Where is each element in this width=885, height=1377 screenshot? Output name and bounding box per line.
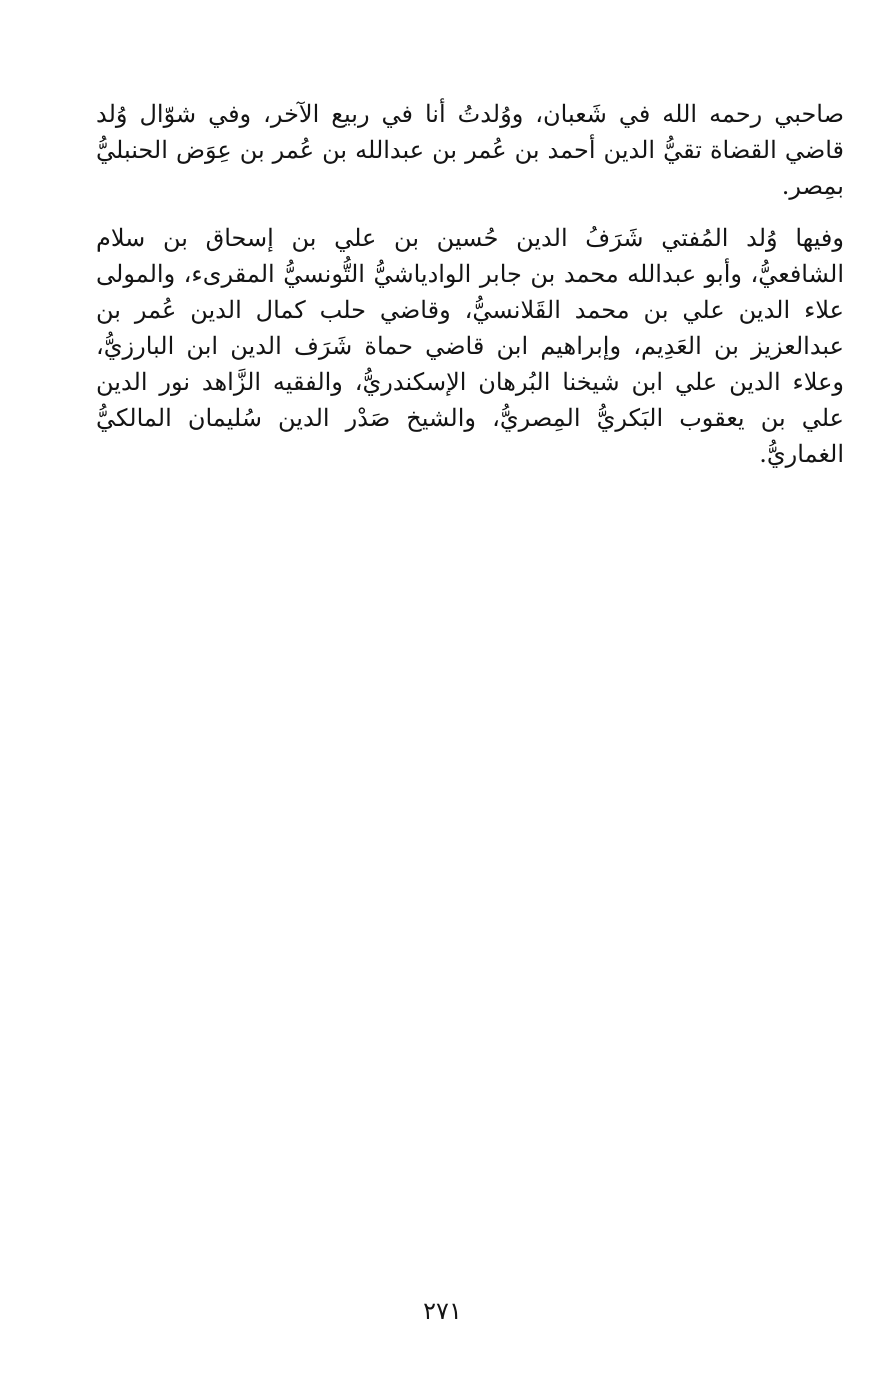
paragraph-1: [96, 96, 844, 204]
page-number: ٢٧١: [423, 1297, 462, 1325]
text-line: صاحبي رحمه الله في شَعبان، ووُلدتُ أنا في ربيع الآخر، وفي شوّال وُلد: [96, 100, 844, 128]
paragraph-gap: [96, 204, 844, 220]
body-text: [96, 96, 844, 472]
text-line: علي بن يعقوب البَكريُّ المِصريُّ، والشيخ صَدْر الدين سُليمان المالكيُّ: [96, 404, 844, 432]
text-line: وفيها وُلد المُفتي شَرَفُ الدين حُسين بن علي بن إسحاق بن سلام: [96, 224, 844, 252]
text-line: عبدالعزيز بن العَدِيم، وإبراهيم ابن قاضي حماة شَرَف الدين ابن البارزيُّ،: [96, 332, 844, 360]
paragraph-2: [96, 220, 844, 472]
text-line: وعلاء الدين علي ابن شيخنا البُرهان الإسكندريُّ، والفقيه الزَّاهد نور الدين: [96, 368, 844, 396]
text-line: بمِصر.: [781, 172, 844, 200]
text-line: قاضي القضاة تقيُّ الدين أحمد بن عُمر بن عبدالله بن عُمر بن عِوَض الحنبليُّ: [96, 136, 844, 164]
text-line: الغماريُّ.: [759, 440, 844, 468]
text-line: علاء الدين علي بن محمد القَلانسيُّ، وقاضي حلب كمال الدين عُمر بن: [96, 296, 844, 324]
text-line: الشافعيُّ، وأبو عبدالله محمد بن جابر الوادياشيُّ التُّونسيُّ المقرىء، والمولى: [96, 260, 845, 288]
